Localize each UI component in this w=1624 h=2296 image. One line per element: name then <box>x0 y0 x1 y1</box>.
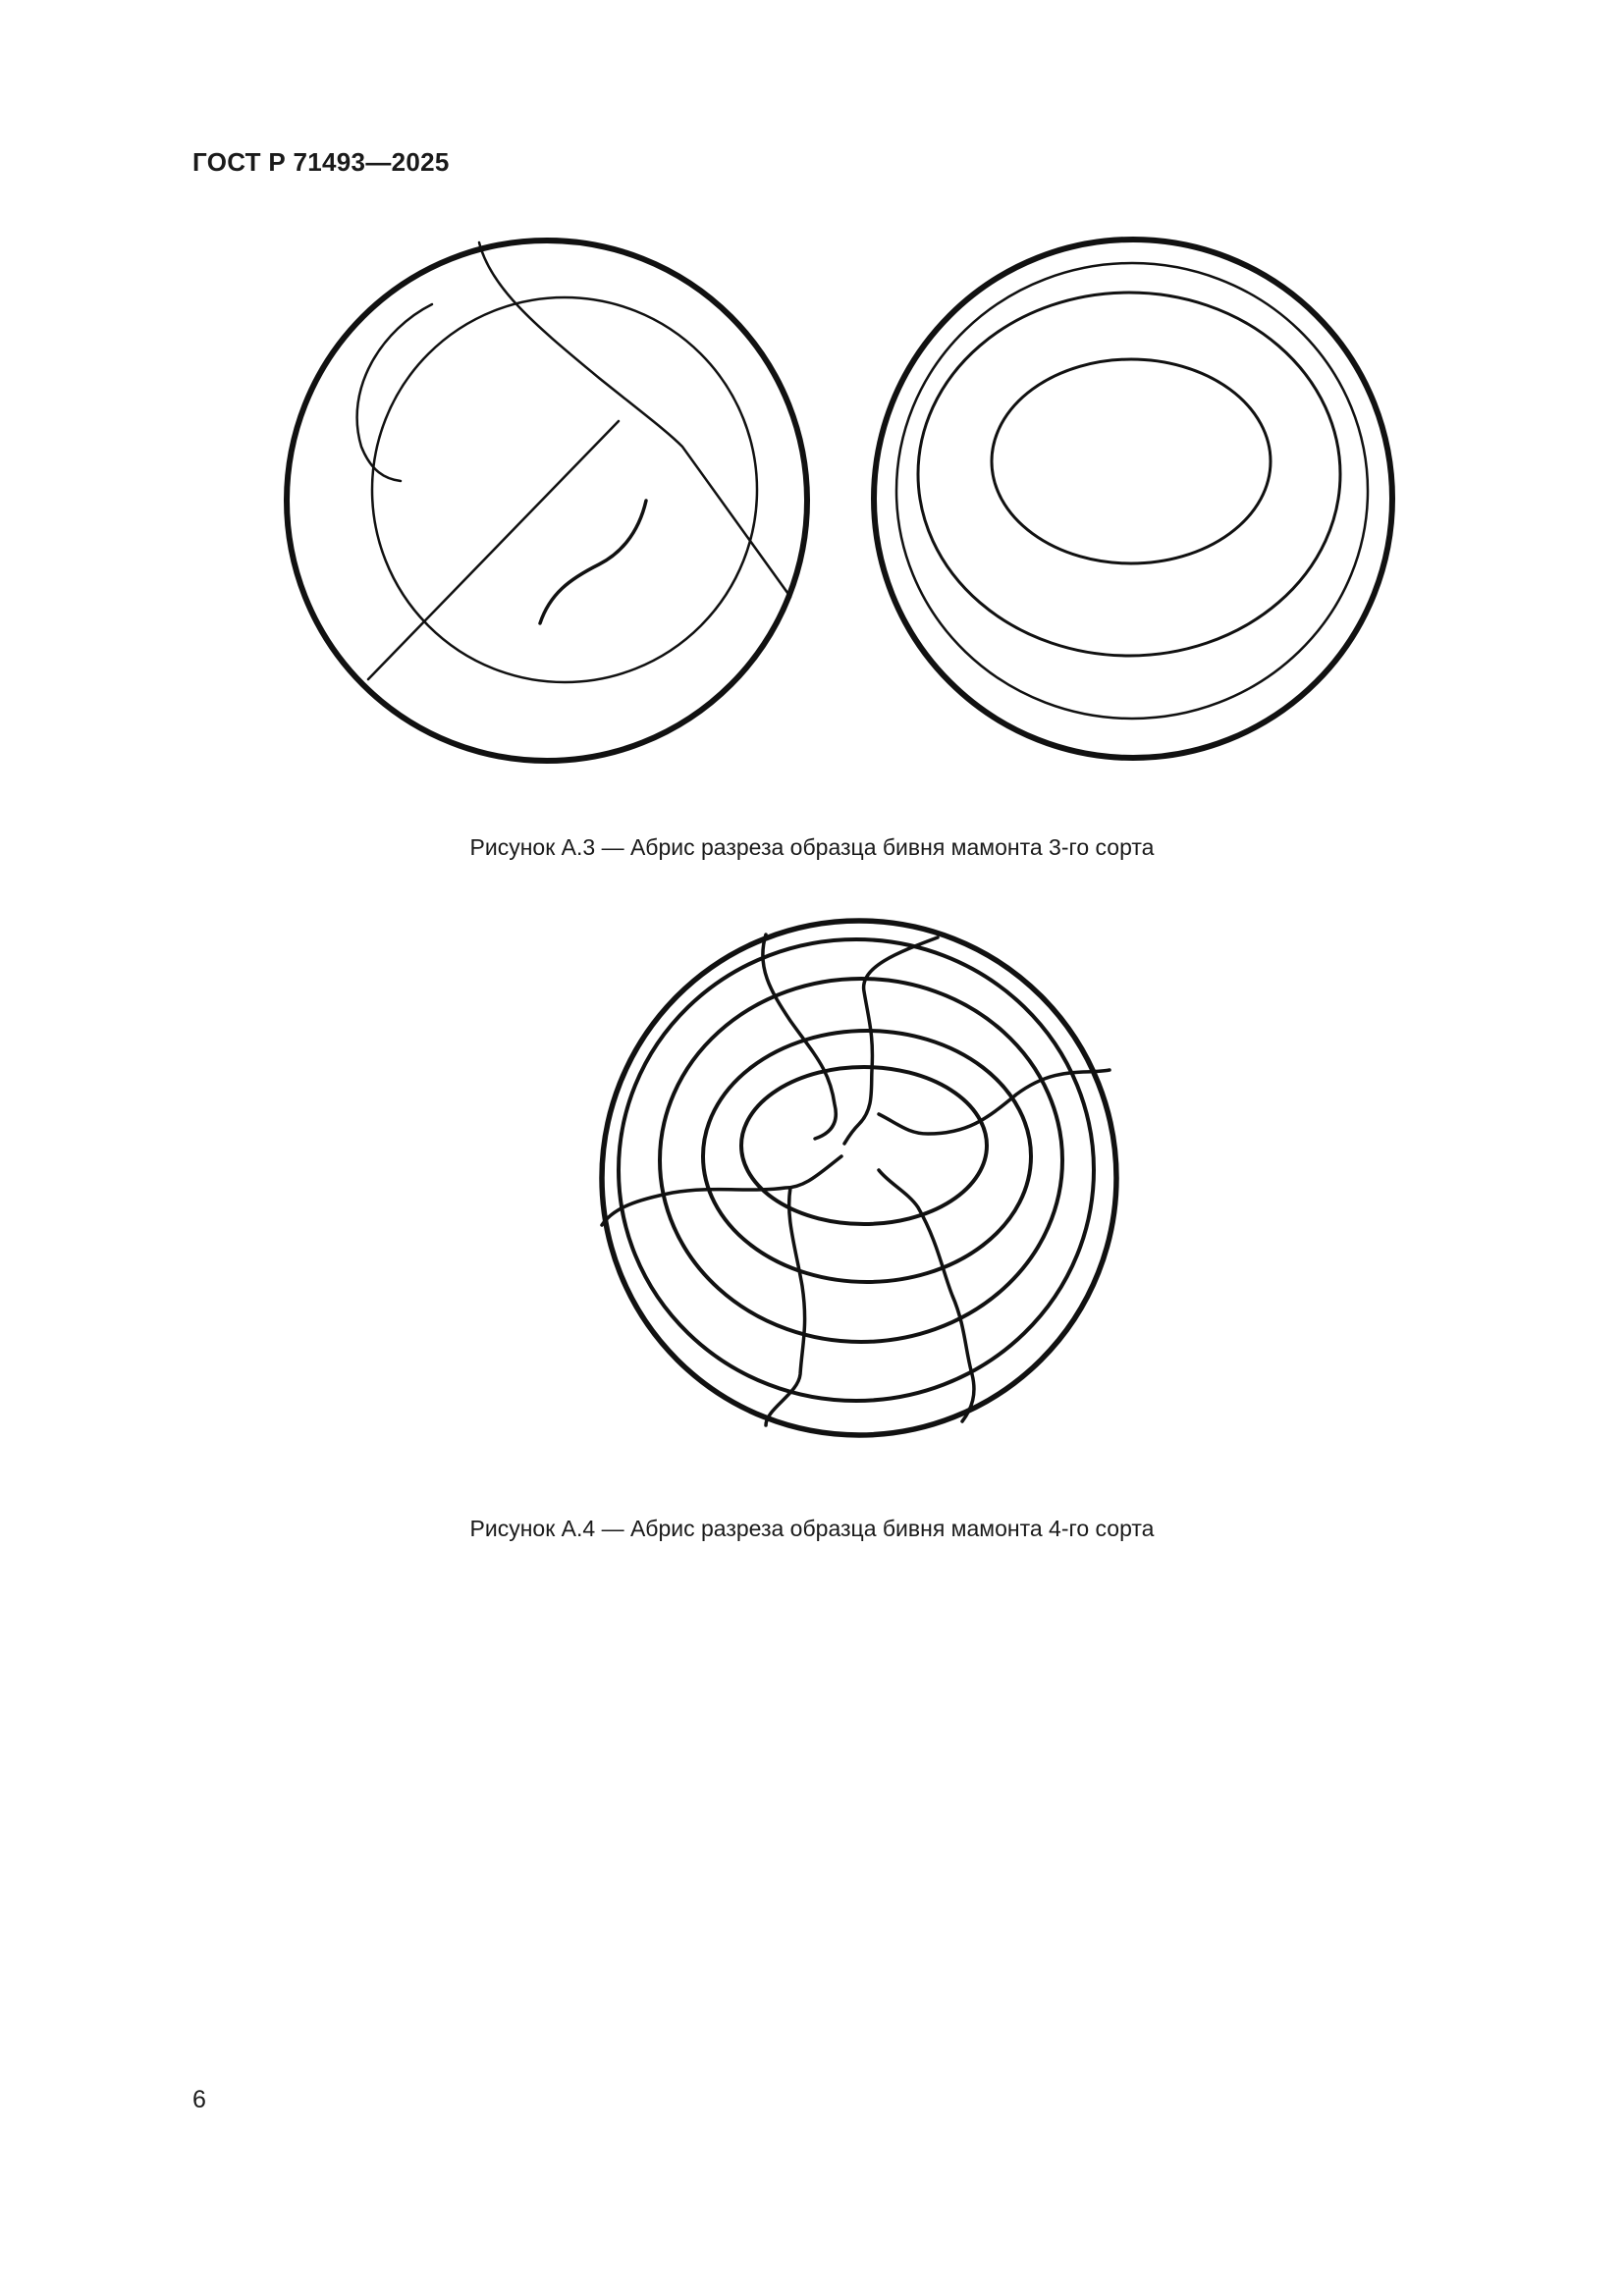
figure-a3-caption: Рисунок А.3 — Абрис разреза образца бивня мамонта 3-го сорта <box>469 834 1155 860</box>
a4-outer-circle <box>602 921 1116 1435</box>
a4-crack-bottom-right <box>879 1170 974 1421</box>
a3-right-ring-core <box>992 359 1271 563</box>
a3-left-outer-circle <box>287 240 807 761</box>
figure-a4-drawing <box>594 913 1124 1443</box>
a4-ring-1 <box>619 939 1094 1401</box>
page-number: 6 <box>192 2086 206 2113</box>
a3-right-ring-outer <box>896 263 1368 719</box>
figure-a4-caption: Рисунок А.4 — Абрис разреза образца бивня мамонта 4-го сорта <box>469 1516 1155 1541</box>
figure-a3-drawing <box>275 221 1434 780</box>
a4-crack-top-center <box>844 937 938 1144</box>
a4-core <box>741 1067 987 1224</box>
a4-ring-2 <box>660 979 1062 1342</box>
a3-left-arc-crack <box>357 304 432 481</box>
a3-right-outer-circle <box>874 240 1392 758</box>
a3-left-inner-circle <box>372 297 757 682</box>
a3-right-ring-middle <box>918 293 1340 656</box>
document-standard-id: ГОСТ Р 71493—2025 <box>192 147 450 177</box>
a3-left-radial-crack <box>368 421 619 679</box>
a3-left-squiggle-crack <box>540 501 646 623</box>
